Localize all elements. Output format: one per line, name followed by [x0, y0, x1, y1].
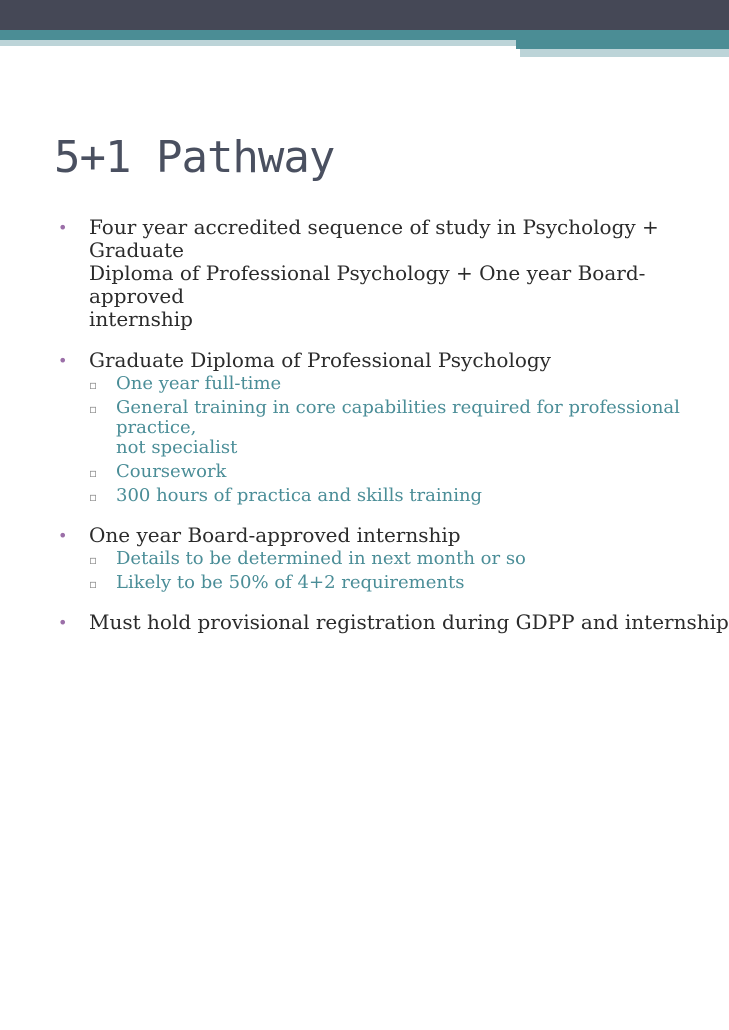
bullet-dot-icon: • — [58, 351, 68, 370]
square-bullet-icon: ▫ — [89, 577, 98, 591]
sub-bullet-item — [58, 549, 729, 569]
sub-bullet-text: One year full-time — [116, 373, 282, 394]
sub-bullet-list — [89, 549, 729, 593]
bullet-item — [58, 524, 729, 593]
sub-bullet-item — [58, 486, 729, 506]
bullet-text: Must hold provisional registration during GDPP and internship — [89, 610, 729, 634]
bullet-item — [58, 611, 729, 634]
sub-bullet-item — [58, 398, 729, 458]
square-bullet-icon: ▫ — [89, 553, 98, 567]
square-bullet-icon: ▫ — [89, 378, 98, 392]
header-band-dark — [0, 0, 729, 30]
sub-bullet-item — [58, 462, 729, 482]
header-band-light-left — [0, 40, 516, 46]
sub-bullet-text: General training in core capabilities required for professional practice, not specialist — [116, 397, 680, 458]
sub-bullet-text: 300 hours of practica and skills training — [116, 485, 483, 506]
sub-bullet-text: Details to be determined in next month or so — [116, 548, 526, 569]
square-bullet-icon: ▫ — [89, 466, 98, 480]
bullet-text: One year Board-approved internship — [89, 523, 461, 547]
bullet-list — [58, 216, 729, 652]
bullet-dot-icon: • — [58, 613, 68, 632]
bullet-item — [58, 216, 729, 331]
bullet-text: Four year accredited sequence of study in Psychology + Graduate Diploma of Professional Psychology + One year Board-approved internship — [89, 216, 659, 331]
sub-bullet-item — [58, 374, 729, 394]
header-band-teal-right — [516, 40, 729, 49]
bullet-dot-icon: • — [58, 218, 68, 237]
bullet-text: Graduate Diploma of Professional Psychology — [89, 348, 551, 372]
sub-bullet-text: Likely to be 50% of 4+2 requirements — [116, 572, 465, 593]
sub-bullet-list — [89, 374, 729, 506]
header-band-teal — [0, 30, 729, 40]
sub-bullet-text: Coursework — [116, 461, 227, 482]
sub-bullet-item — [58, 573, 729, 593]
header-band-light-right — [520, 49, 729, 57]
bullet-dot-icon: • — [58, 526, 68, 545]
slide-title: 5+1 Pathway — [54, 132, 335, 183]
bullet-item — [58, 349, 729, 506]
square-bullet-icon: ▫ — [89, 490, 98, 504]
square-bullet-icon: ▫ — [89, 402, 98, 416]
